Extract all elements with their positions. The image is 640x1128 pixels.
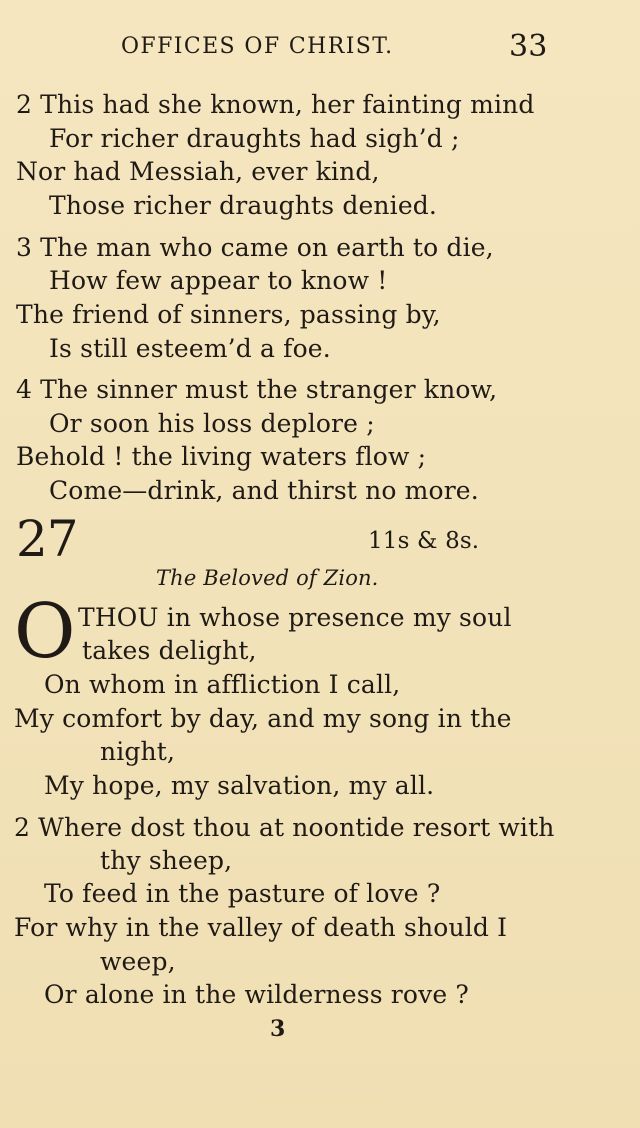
- verse-line: Or alone in the wilderness rove ?: [44, 980, 469, 1009]
- drop-cap: O: [14, 587, 76, 675]
- verse-line: night,: [100, 737, 176, 766]
- running-title: OFFICES OF CHRIST.: [121, 34, 394, 59]
- verse-line: On whom in affliction I call,: [44, 670, 401, 699]
- verse-line: To feed in the pasture of love ?: [44, 879, 441, 908]
- verse-line: 3 The man who came on earth to die,: [16, 233, 494, 262]
- verse-line: For why in the valley of death should I: [14, 913, 508, 942]
- verse-line: Those richer draughts denied.: [49, 191, 438, 220]
- signature-mark: 3: [270, 1016, 286, 1042]
- verse-line: 2 Where dost thou at noontide resort with: [14, 813, 555, 842]
- verse-line: thy sheep,: [100, 846, 233, 875]
- hymn-title: The Beloved of Zion.: [156, 566, 379, 590]
- verse-line: THOU in whose presence my soul: [78, 603, 512, 632]
- verse-line: How few appear to know !: [49, 266, 388, 295]
- verse-line: Or soon his loss deplore ;: [49, 409, 375, 438]
- verse-line: 4 The sinner must the stranger know,: [16, 375, 498, 404]
- hymn-meter: 11s & 8s.: [368, 528, 480, 554]
- verse-line: weep,: [100, 947, 176, 976]
- verse-line: The friend of sinners, passing by,: [16, 300, 441, 329]
- verse-line: Behold ! the living waters flow ;: [16, 442, 427, 471]
- verse-line: Is still esteem’d a foe.: [49, 334, 331, 363]
- verse-line: My hope, my salvation, my all.: [44, 771, 435, 800]
- verse-line: 2 This had she known, her fainting mind: [16, 90, 535, 119]
- verse-line: For richer draughts had sigh’d ;: [49, 124, 460, 153]
- verse-line: Nor had Messiah, ever kind,: [16, 157, 380, 186]
- verse-line: My comfort by day, and my song in the: [14, 704, 512, 733]
- verse-line: Come—drink, and thirst no more.: [49, 476, 479, 505]
- verse-line: takes delight,: [82, 636, 257, 665]
- page-number: 33: [509, 29, 548, 64]
- hymn-number: 27: [16, 510, 78, 568]
